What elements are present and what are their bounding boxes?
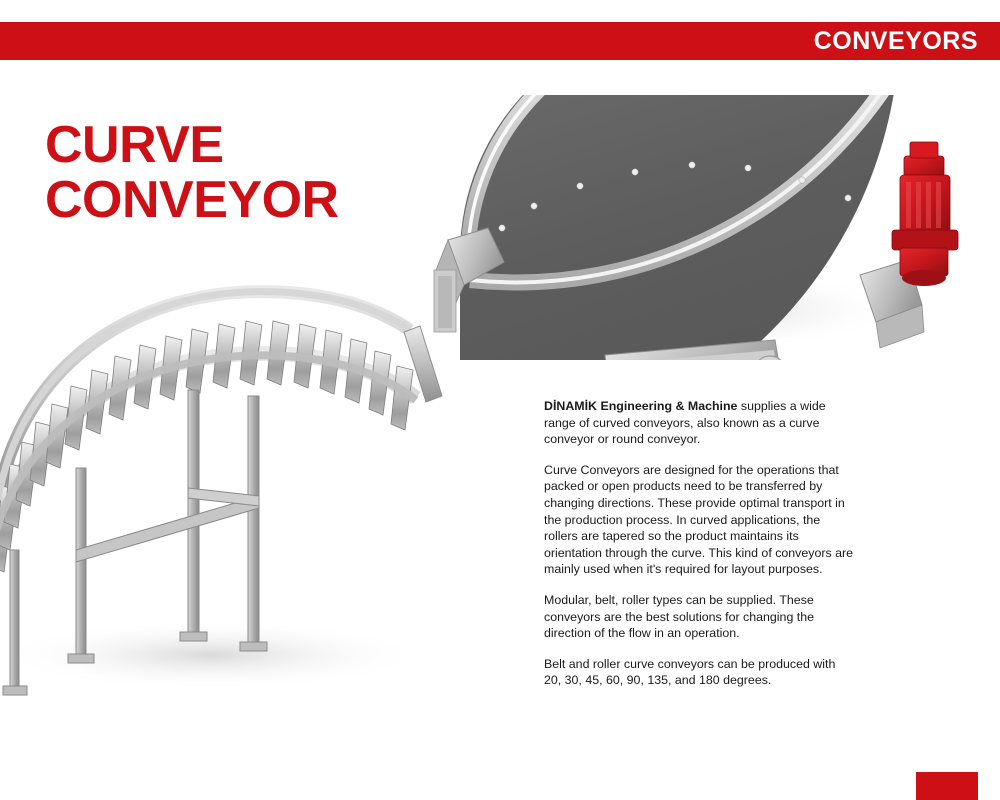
brand-name: DİNAMİK Engineering & Machine (544, 399, 738, 413)
roller-curve-conveyor-image (0, 250, 500, 700)
paragraph-1-rest: supplies a wide range of curved conveyors, also known as a curve conveyor or round conveyor. (544, 399, 826, 447)
paragraph-3: Modular, belt, roller types can be supplied. These conveyors are the best solutions for changing the direction of the flow in an operation. (544, 592, 815, 641)
page-title: CONVEYORS (813, 27, 978, 55)
main-heading (45, 118, 465, 228)
paragraph-4: Belt and roller curve conveyors can be produced with 20, 30, 45, 60, 90, 135, and 180 degrees. (544, 656, 836, 688)
main-heading-line-2: CONVEYOR (45, 171, 339, 230)
description-text (544, 398, 854, 689)
belt-curve-conveyor-image (420, 95, 980, 360)
paragraph-1 (544, 398, 854, 448)
paragraph-2: Curve Conveyors are designed for the operations that packed or open products need to be transferred by changing directions. These provide optimal transport in the production process. In curved applications, the rollers are tapered so the product maintains its orientation through the curve. This kind of conveyors are mainly used when it's required for layout purposes. (544, 462, 854, 577)
footer-mark (916, 772, 978, 800)
header-bar (0, 22, 1000, 60)
main-heading-line-1: CURVE (45, 116, 224, 174)
